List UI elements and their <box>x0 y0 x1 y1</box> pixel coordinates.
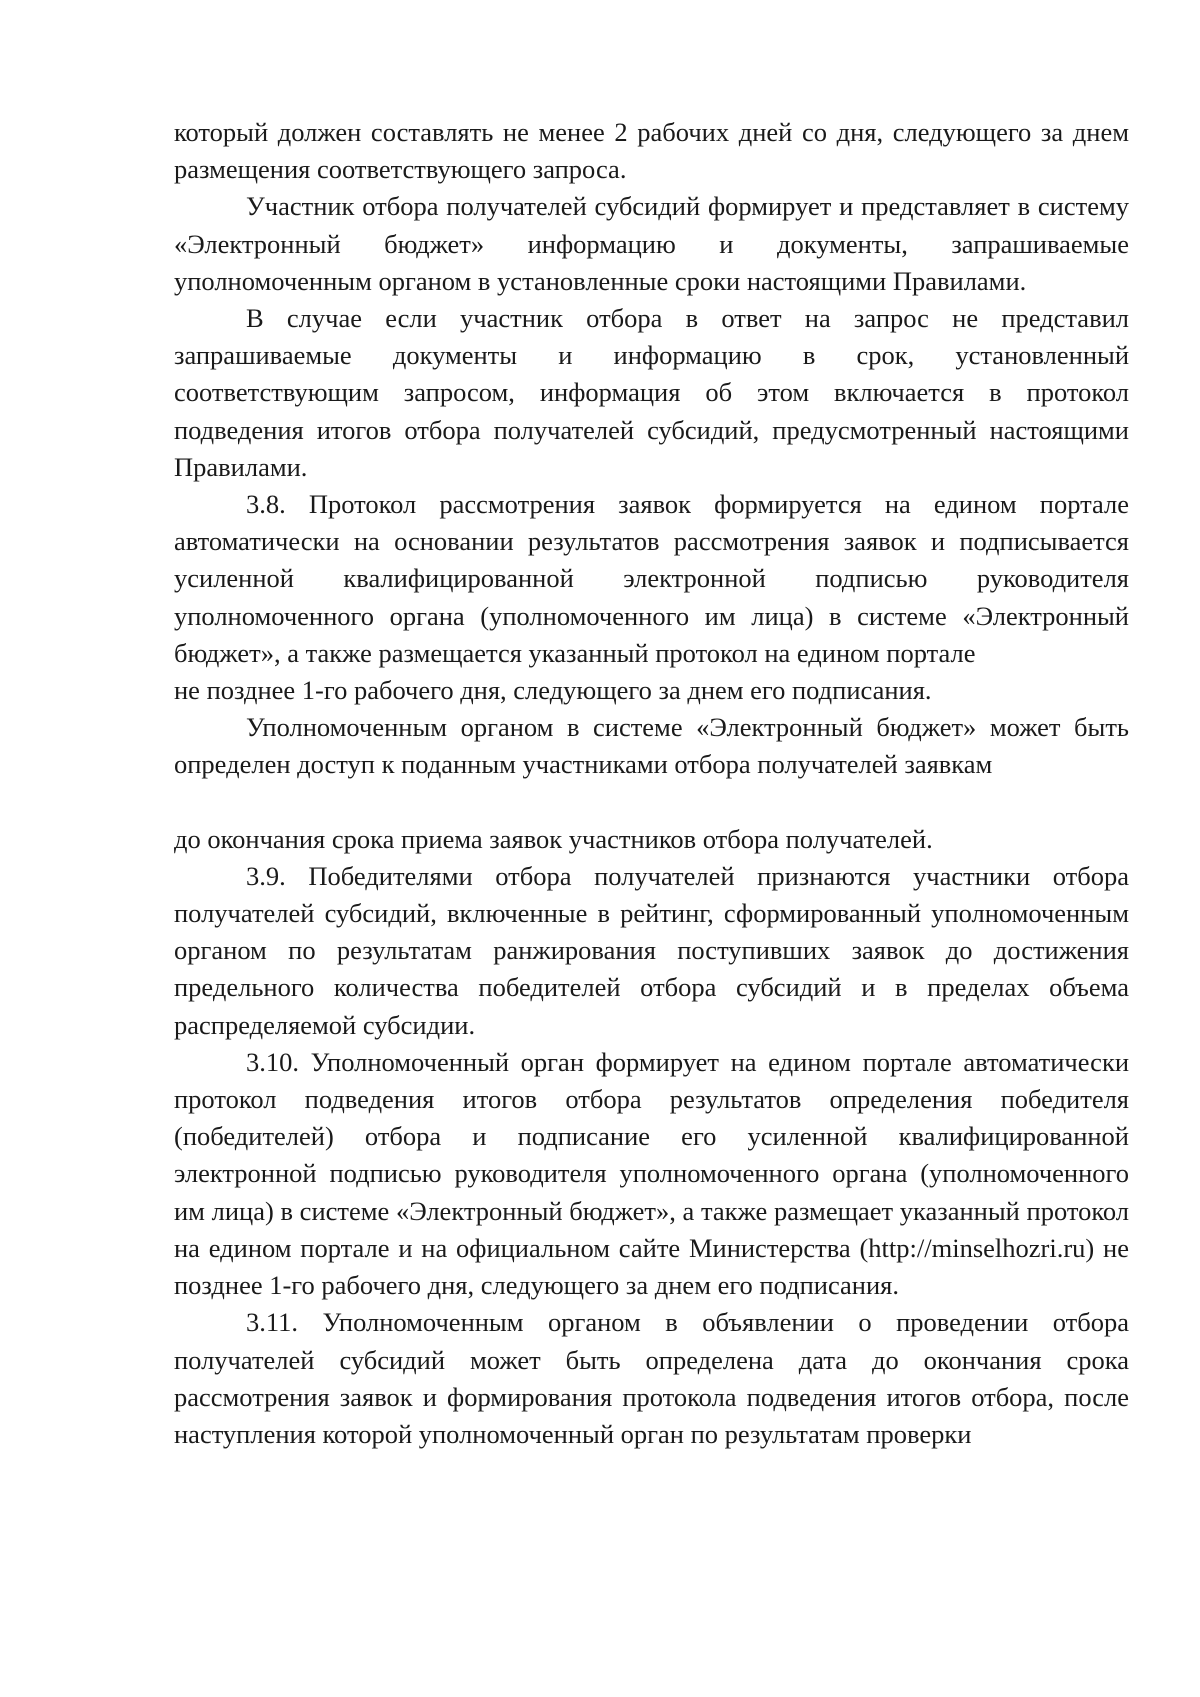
paragraph-no-response: В случае если участник отбора в ответ на запрос не представил запрашиваемые документы и информацию в срок, установленный соответствующим запросом, информация об этом включается в протокол подведения итогов отбора получателей субсидий, предусмотренный настоящими Правилами. <box>174 303 1129 482</box>
paragraph-3-10: 3.10. Уполномоченный орган формирует на едином портале автоматически протокол подведения итогов отбора результатов определения победителя (победителей) отбора и подписание его усиленной квалифицированной электронной подписью руководителя уполномоченного органа (уполномоченного им лица) в системе «Электронный бюджет», а также размещает указанный протокол на едином портале и на официальном сайте Министерства (http://minselhozri.ru) не позднее 1-го рабочего дня, следующего за днем его подписания. <box>174 1046 1129 1301</box>
paragraph-participant-submits: Участник отбора получателей субсидий формирует и представляет в систему «Электронный бюджет» информацию и документы, запрашиваемые уполномоченным органом в установленные сроки настоящими Правилами. <box>174 191 1129 296</box>
paragraph-3-9: 3.9. Победителями отбора получателей признаются участники отбора получателей субсидий, включенные в рейтинг, сформированный уполномоченным органом по результатам ранжирования поступивших заявок до достижения предельного количества победителей отбора субсидий и в пределах объема распределяемой субсидии. <box>174 860 1129 1040</box>
paragraph-3-11: 3.11. Уполномоченным органом в объявлении о проведении отбора получателей субсидий может быть определена дата до окончания срока рассмотрения заявок и формирования протокола подведения итогов отбора, после наступления которой уполномоченный орган по результатам проверки <box>174 1307 1129 1449</box>
paragraph-3-8: 3.8. Протокол рассмотрения заявок формируется на едином портале автоматически на основании результатов рассмотрения заявок и подписывается усиленной квалифицированной электронной подписью руководителя уполномоченного органа (уполномоченного им лица) в системе «Электронный бюджет», а также размещается указанный протокол на едином портале <box>174 489 1129 668</box>
paragraph-access: Уполномоченным органом в системе «Электронный бюджет» может быть определен доступ к поданным участниками отбора получателей заявкам <box>174 712 1129 780</box>
paragraph-continuation: который должен составлять не менее 2 рабочих дней со дня, следующего за днем размещения соответствующего запроса. <box>174 117 1129 185</box>
paragraph-access-deadline: до окончания срока приема заявок участников отбора получателей. <box>174 823 933 854</box>
document-page <box>174 114 1129 1453</box>
paragraph-3-8-deadline: не позднее 1-го рабочего дня, следующего за днем его подписания. <box>174 675 932 706</box>
